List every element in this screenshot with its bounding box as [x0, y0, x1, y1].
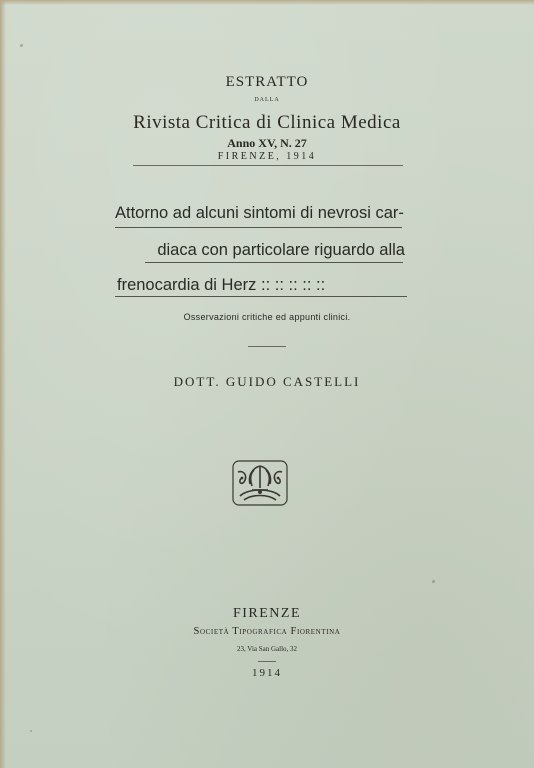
title-underline-3 [115, 296, 407, 297]
journal-place-date: FIRENZE, 1914 [217, 151, 317, 162]
title-line-2: diaca con particolare riguardo alla [157, 241, 405, 259]
dalla-label: DALLA [254, 97, 280, 103]
imprint-publisher: Società Tipografica Fiorentina [193, 626, 341, 637]
title-underline-2 [145, 262, 403, 263]
paper-spot [432, 580, 435, 583]
journal-title: Rivista Critica di Clinica Medica [133, 112, 401, 133]
journal-issue: Anno XV, N. 27 [227, 136, 307, 150]
imprint-rule [258, 661, 276, 662]
title-line-1: Attorno ad alcuni sintomi di nevrosi car- [115, 204, 404, 222]
subtitle: Osservazioni critiche ed appunti clinici. [183, 312, 351, 322]
paper-spot [20, 44, 23, 47]
page-edge-top [0, 0, 534, 5]
imprint-city: FIRENZE [232, 606, 302, 621]
anthemion-ornament-icon [230, 458, 290, 508]
title-line-3: frenocardia di Herz :: :: :: :: :: [117, 276, 326, 294]
paper-spot [30, 730, 32, 732]
header-rule [133, 165, 403, 166]
imprint-address: 23, Via San Gallo, 32 [236, 645, 298, 653]
author-name: DOTT. GUIDO CASTELLI [173, 374, 361, 389]
subtitle-rule [248, 346, 286, 347]
title-underline-1 [115, 227, 402, 228]
imprint-year: 1914 [252, 667, 282, 679]
estratto-label: ESTRATTO [225, 74, 309, 90]
